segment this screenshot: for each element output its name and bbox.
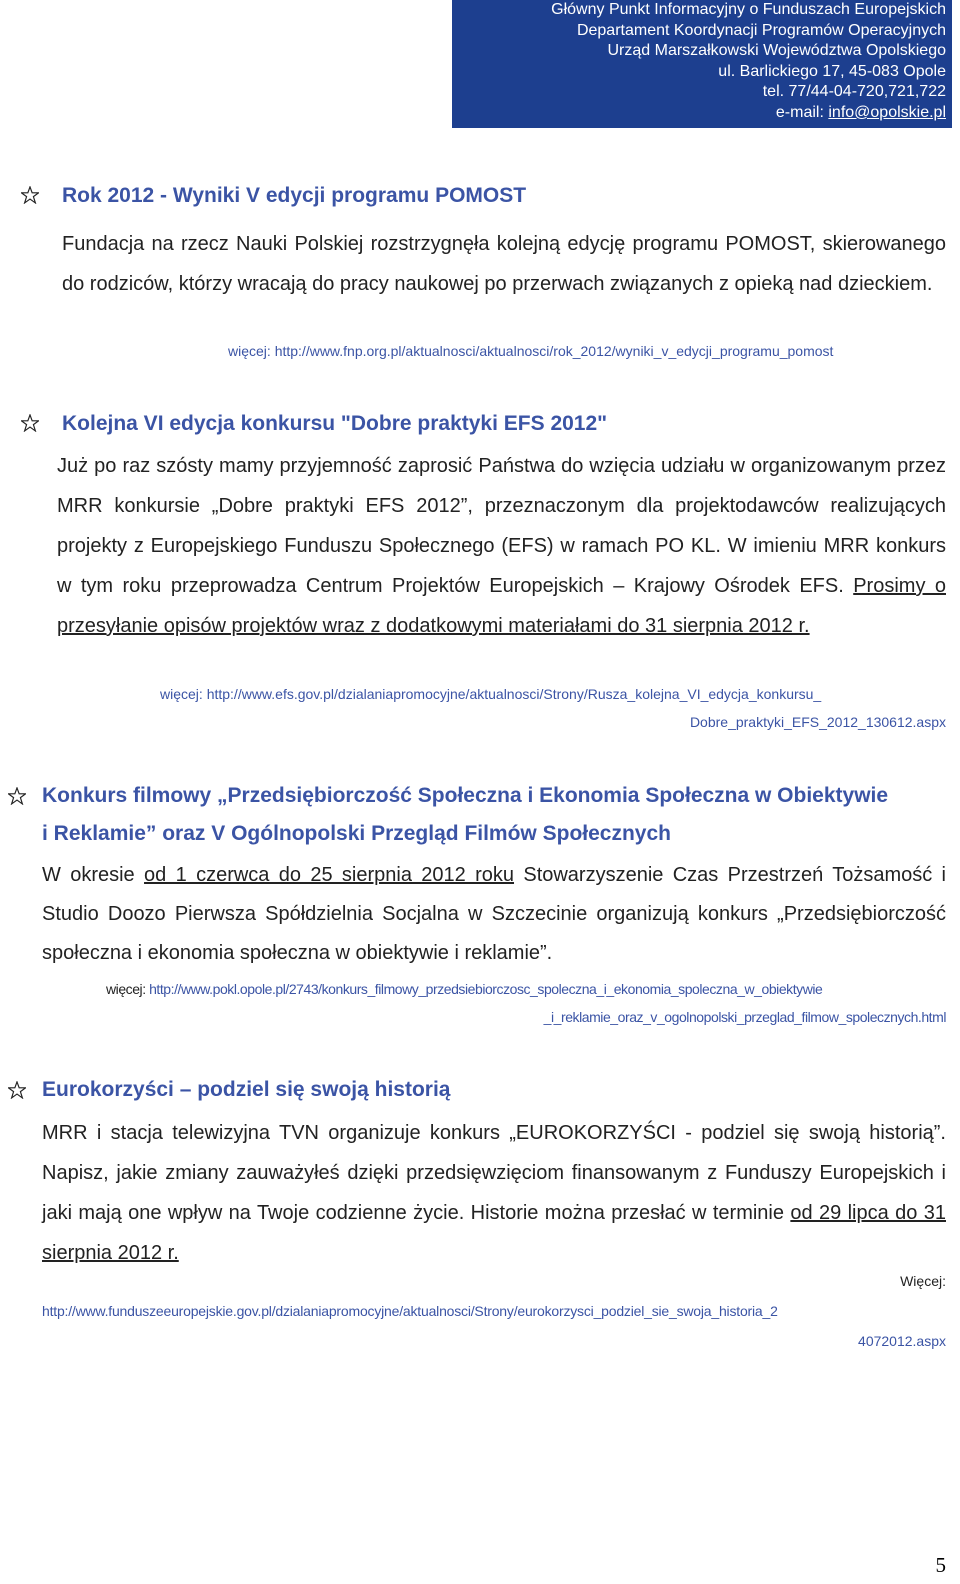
body-text: W okresie	[42, 864, 145, 886]
email-label: e-mail:	[775, 103, 829, 121]
body-dates-underlined: od 29 lipca do 31 sierpnia 2012 r.	[42, 1202, 946, 1264]
section-body-dobre-praktyki	[57, 446, 946, 646]
star-icon	[21, 186, 39, 204]
section-title-eurokorzysci: Eurokorzyści – podziel się swoją historią	[42, 1078, 451, 1101]
email-link[interactable]: info@opolskie.pl	[828, 103, 946, 121]
header-line-institution: Główny Punkt Informacyjny o Funduszach Europejskich	[551, 1, 946, 18]
section-title-dobre-praktyki: Kolejna VI edycja konkursu "Dobre praktyki EFS 2012"	[62, 412, 608, 435]
body-text: MRR i stacja telewizyjna TVN organizuje konkurs „EUROKORZYŚCI - podziel się swoją historią”. Napisz, jakie zmiany zauważyłeś dzięki przedsięwzięciom finansowanym z Funduszy Europejskich i jaki mają one wpływ na Twoje codzienne życie. Historie można przesłać w terminie	[42, 1122, 946, 1224]
body-text: Stowarzyszenie Czas Przestrzeń Tożsamość i Studio Doozo Pierwsza Spółdzielnia Socjalna w Szczecinie organizują konkurs „Przedsiębiorczość społeczna i ekonomia społeczna w obiektywie i reklamie”.	[42, 864, 947, 964]
header-contact-block	[452, 0, 952, 128]
more-label: więcej:	[160, 686, 207, 702]
section-title-konkurs-filmowy-line-2: i Reklamie” oraz V Ogólnopolski Przegląd Filmów Społecznych	[42, 822, 671, 845]
more-link-konkurs-filmowy-cont	[544, 1009, 946, 1025]
header-line-address: ul. Barlickiego 17, 45-083 Opole	[718, 62, 946, 80]
body-deadline-underlined: Prosimy o przesyłanie opisów projektów wraz z dodatkowymi materiałami do 31 sierpnia 2012 r.	[57, 575, 946, 637]
star-icon	[8, 1081, 26, 1099]
more-url-line-2[interactable]: _i_reklamie_oraz_v_ogolnopolski_przeglad_filmow_spolecznych.html	[543, 1009, 946, 1025]
more-label: więcej:	[228, 343, 275, 359]
more-link-eurokorzysci-cont	[858, 1333, 946, 1349]
more-url-line-2[interactable]: 4072012.aspx	[858, 1333, 946, 1349]
section-title-konkurs-filmowy-line-1: Konkurs filmowy „Przedsiębiorczość Społeczna i Ekonomia Społeczna w Obiektywie	[42, 784, 889, 807]
body-text: Już po raz szósty mamy przyjemność zaprosić Państwa do wzięcia udziału w organizowanym przez MRR konkursie „Dobre praktyki EFS 2012”, przeznaczonym dla projektodawców realizujących projekty z Europejskiego Funduszu Społecznego (EFS) w ramach PO KL. W imieniu MRR konkurs w tym roku przeprowadza Centrum Projektów Europejskich – Krajowy Ośrodek EFS.	[57, 455, 946, 597]
more-link-pomost	[228, 343, 833, 359]
more-url-line-2[interactable]: Dobre_praktyki_EFS_2012_130612.aspx	[689, 714, 946, 730]
more-url-line-1[interactable]: http://www.pokl.opole.pl/2743/konkurs_filmowy_przedsiebiorczosc_spoleczna_i_ekonomia_spoleczna_w_obiektywie	[149, 981, 823, 997]
header-line-email	[452, 103, 946, 124]
more-link-dobre-praktyki	[160, 686, 821, 702]
more-url-line-1[interactable]: http://www.funduszeeuropejskie.gov.pl/dzialaniapromocyjne/aktualnosci/Strony/eurokorzysci_podziel_sie_swoja_historia_2	[42, 1303, 778, 1319]
header-line-department: Departament Koordynacji Programów Operacyjnych	[576, 21, 946, 39]
section-body-pomost: Fundacja na rzecz Nauki Polskiej rozstrzygnęła kolejną edycję programu POMOST, skierowanego do rodziców, którzy wracają do pracy naukowej po przerwach związanych z opieką nad dzieckiem.	[62, 233, 946, 295]
section-title-pomost: Rok 2012 - Wyniki V edycji programu POMOST	[62, 184, 527, 207]
star-icon	[8, 787, 26, 805]
more-label: Więcej:	[900, 1273, 946, 1289]
body-dates-underlined: od 1 czerwca do 25 sierpnia 2012 roku	[144, 864, 515, 886]
header-line-office: Urząd Marszałkowski Województwa Opolskiego	[607, 42, 946, 60]
more-label: więcej:	[106, 981, 150, 997]
page-number: 5	[935, 1553, 946, 1577]
more-link-eurokorzysci	[42, 1303, 778, 1319]
section-body-konkurs-filmowy	[42, 856, 946, 973]
star-icon	[21, 414, 39, 432]
more-link-dobre-praktyki-cont	[690, 714, 946, 730]
more-url-line-1[interactable]: http://www.efs.gov.pl/dzialaniapromocyjne/aktualnosci/Strony/Rusza_kolejna_VI_edycja_konkursu_	[206, 686, 822, 702]
more-label-eurokorzysci	[900, 1273, 946, 1289]
section-body-eurokorzysci	[42, 1113, 946, 1273]
header-line-phone: tel. 77/44-04-720,721,722	[762, 83, 946, 101]
more-link-konkurs-filmowy	[106, 981, 822, 997]
more-url-pomost[interactable]: http://www.fnp.org.pl/aktualnosci/aktualnosci/rok_2012/wyniki_v_edycji_programu_pomost	[274, 343, 834, 359]
